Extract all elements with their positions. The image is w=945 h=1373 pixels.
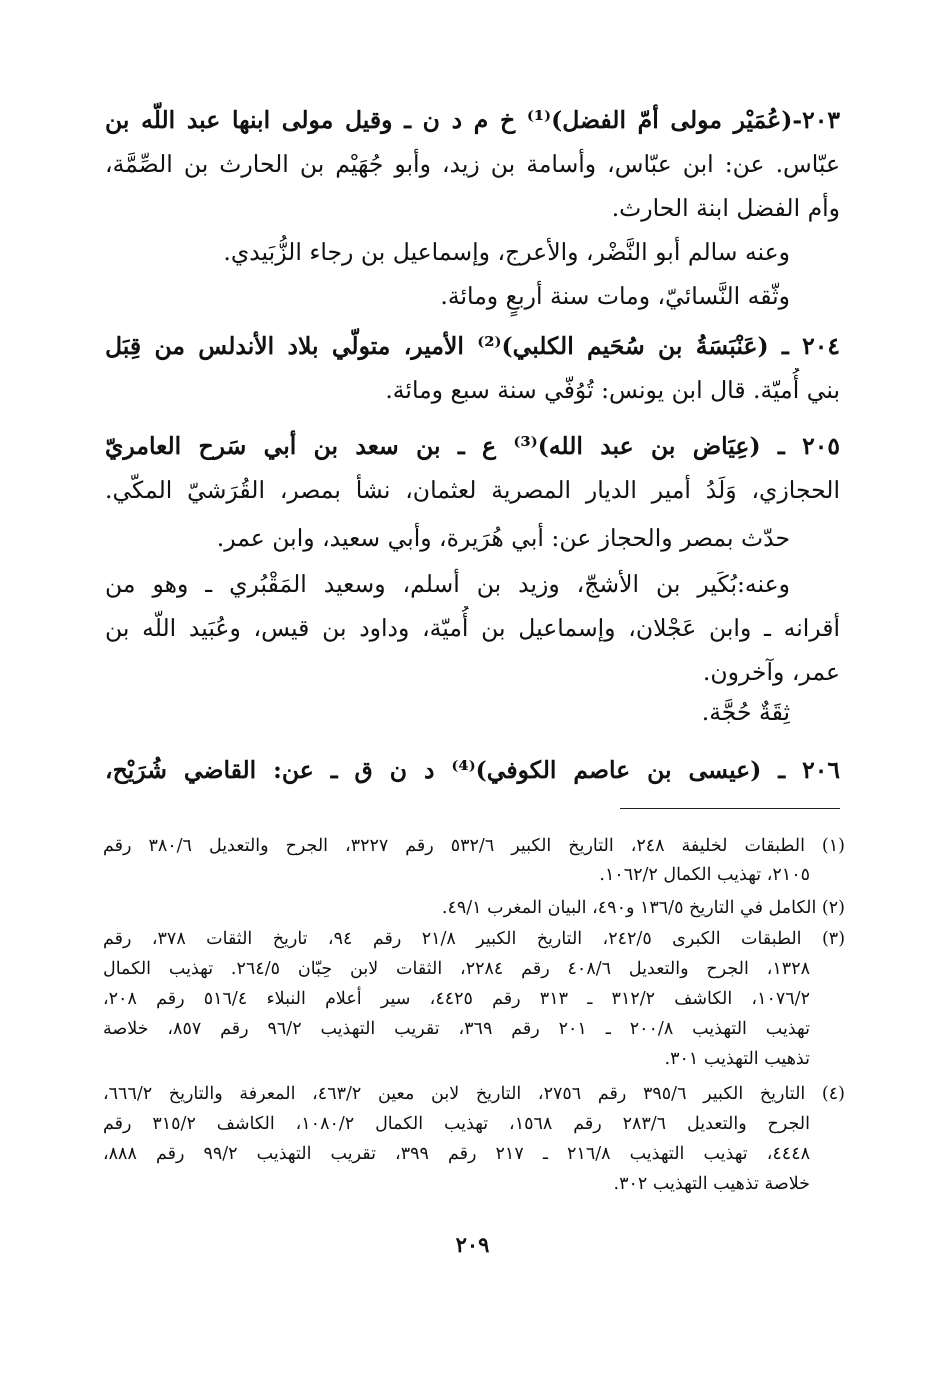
entry-205-line-2: الحجازي، وَلَدُ أمير الديار المصرية لعثمان، نشأ بمصر، القُرَشيّ المكّي. [105,476,840,504]
entry-204-line-2: بني أُميّة. قال ابن يونس: تُوُفّي سنة سبع ومائة. [385,376,840,404]
entry-206-line-1: ٢٠٦ ـ (عيسى بن عاصم الكوفي)⁽⁴⁾ د ن ق ـ عن: القاضي شُرَيْح، [105,756,840,784]
footnote-3-line-2: ١٣٢٨، الجرح والتعديل ٤٠٨/٦ رقم ٢٢٨٤، الثقات لابن حِبّان ٢٦٤/٥. تهذيب الكمال [103,959,810,979]
entry-203-line-4: وعنه سالم أبو النَّضْر، والأعرج، وإسماعيل بن رجاء الزُّبَيدي. [223,238,790,266]
entry-205-line-3: حدّث بمصر والحجاز عن: أبي هُرَيرة، وأبي سعيد، وابن عمر. [216,524,790,552]
footnote-4-line-2: الجرح والتعديل ٢٨٣/٦ رقم ١٥٦٨، تهذيب الكمال ١٠٨٠/٢، الكاشف ٣١٥/٢ رقم [103,1114,810,1134]
footnote-4-line-4: خلاصة تذهيب التهذيب ٣٠٢. [613,1174,810,1194]
footnote-2-line-1: (٢) الكامل في التاريخ ١٣٦/٥ و٤٩٠، البيان المغرب ٤٩/١. [441,898,845,918]
footnote-3-line-4: تهذيب التهذيب ٢٠٠/٨ ـ ٢٠١ رقم ٣٦٩، تقريب التهذيب ٩٦/٢ رقم ٨٥٧، خلاصة [103,1019,810,1039]
entry-205-line-7: ثِقَةٌ حُجَّة. [701,698,790,726]
footnote-3-line-1: (٣) الطبقات الكبرى ٢٤٢/٥، التاريخ الكبير ٢١/٨ رقم ٩٤، تاريخ الثقات ٣٧٨، رقم [103,929,845,949]
entry-205-line-1: ٢٠٥ ـ (عِيَاض بن عبد الله)⁽³⁾ ع ـ بن سعد بن أبي سَرح العامريّ [105,432,840,460]
footnote-separator [620,808,840,809]
entry-205-line-5: أقرانه ـ وابن عَجْلان، وإسماعيل بن أُميّة، وداود بن قيس، وعُبَيد اللّه بن [105,614,840,642]
footnote-3-line-3: ١٠٧٦/٢، الكاشف ٣١٢/٢ ـ ٣١٣ رقم ٤٤٢٥، سير أعلام النبلاء ٥١٦/٤ رقم ٢٠٨، [103,989,810,1009]
footnote-1-line-2: ٢١٠٥، تهذيب الكمال ١٠٦٢/٢. [599,865,810,885]
entry-203-line-1: ٢٠٣-(عُمَيْر مولى أمّ الفضل)⁽¹⁾ خ م د ن ـ وقيل مولى ابنها عبد اللّه بن [105,106,840,134]
entry-203-line-2: عبّاس. عن: ابن عبّاس، وأسامة بن زيد، وأبو جُهَيْم بن الحارث بن الصِّمَّة، [105,150,840,178]
entry-203-line-3: وأم الفضل ابنة الحارث. [611,194,840,222]
page-number: ٢٠٩ [455,1232,490,1257]
entry-205-line-4: وعنه:بُكَير بن الأشجّ، وزيد بن أسلم، وسعيد المَقْبُري ـ وهو من [105,570,790,598]
footnote-4-line-1: (٤) التاريخ الكبير ٣٩٥/٦ رقم ٢٧٥٦، التاريخ لابن معين ٤٦٣/٢، المعرفة والتاريخ ٦٦٦/٢، [103,1084,845,1104]
entry-203-line-5: وثّقه النَّسائيّ، ومات سنة أربعٍ ومائة. [440,282,790,310]
footnote-3-line-5: تذهيب التهذيب ٣٠١. [664,1049,810,1069]
footnote-4-line-3: ٤٤٤٨، تهذيب التهذيب ٢١٦/٨ ـ ٢١٧ رقم ٣٩٩، تقريب التهذيب ٩٩/٢ رقم ٨٨٨، [103,1144,810,1164]
entry-205-line-6: عمر، وآخرون. [702,658,840,686]
footnote-1-line-1: (١) الطبقات لخليفة ٢٤٨، التاريخ الكبير ٥٣٢/٦ رقم ٣٢٢٧، الجرح والتعديل ٣٨٠/٦ رقم [103,836,845,856]
entry-204-line-1: ٢٠٤ ـ (عَنْبَسَةُ بن سُحَيم الكلبي)⁽²⁾ الأمير، متولّي بلاد الأندلس من قِبَل [105,332,840,360]
